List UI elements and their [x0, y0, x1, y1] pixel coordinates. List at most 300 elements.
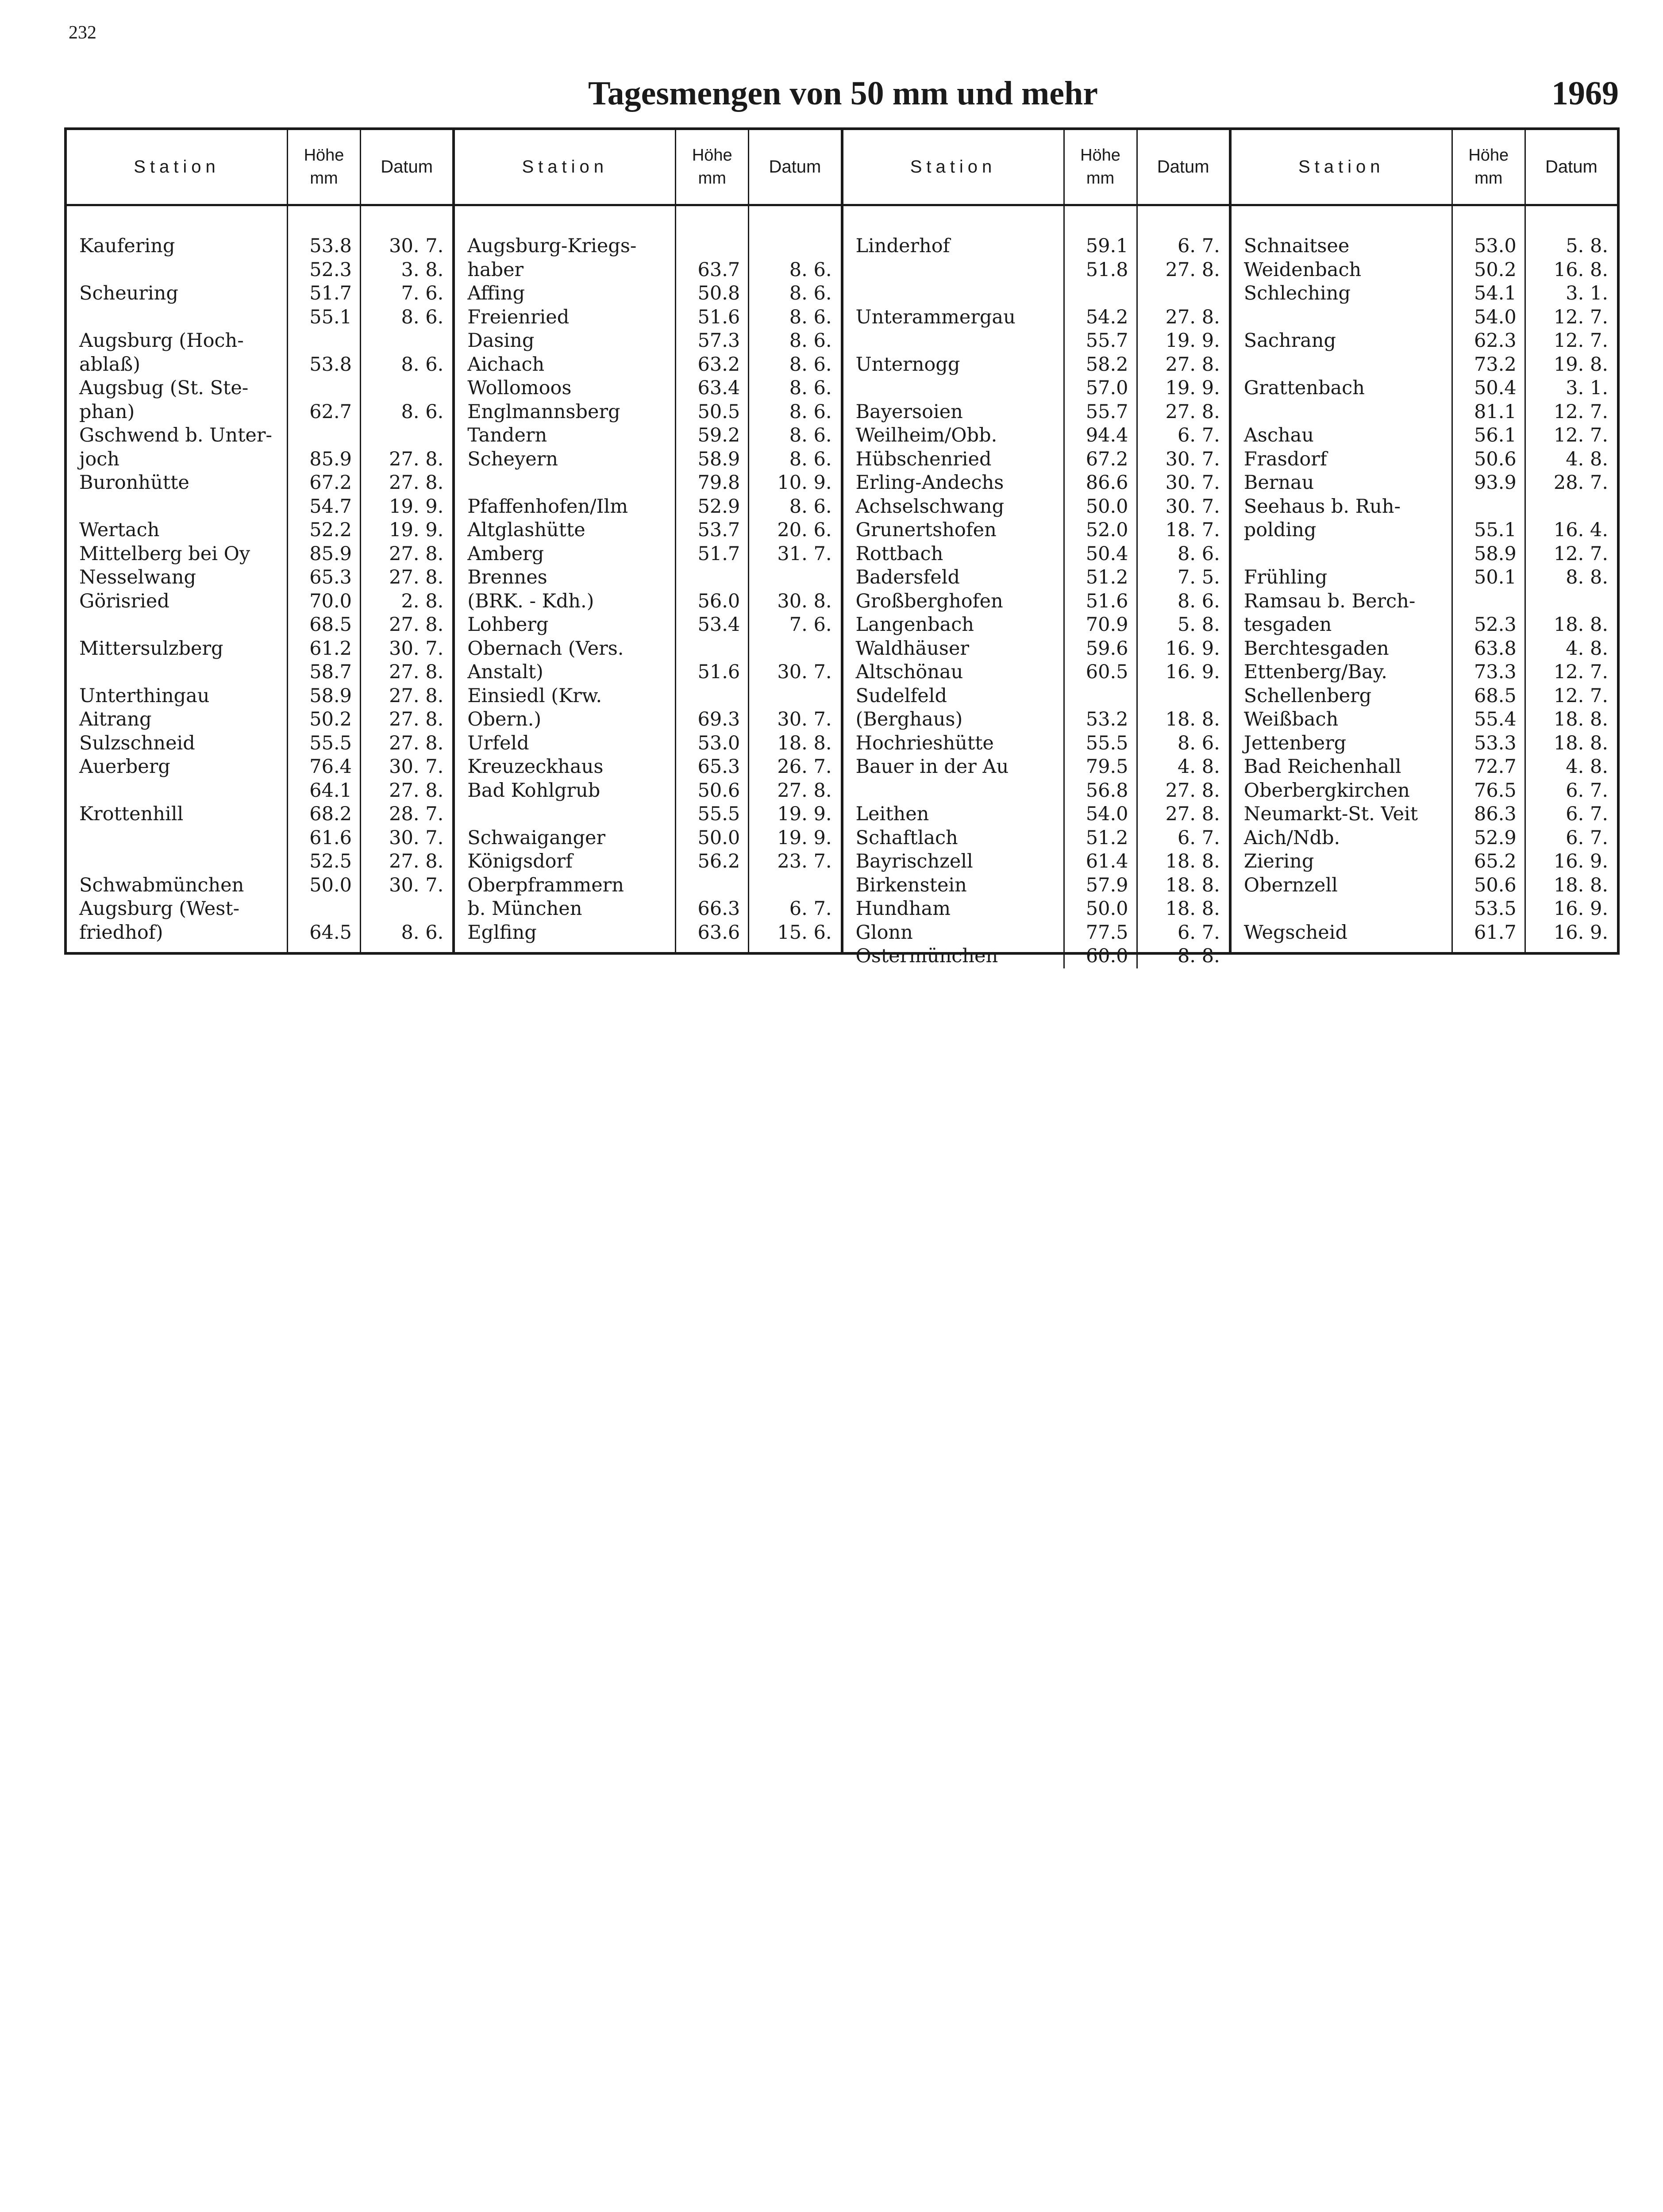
hoehe-cell: 79.5	[1086, 756, 1128, 778]
hoehe-cell: 52.3	[309, 258, 352, 281]
station-cell	[856, 329, 1063, 353]
datum-cell: 27. 8.	[389, 732, 444, 754]
datum-cell: 18. 8.	[1165, 850, 1220, 872]
hoehe-cell: 55.7	[1086, 330, 1128, 352]
hoehe-cell: 67.2	[309, 472, 352, 494]
station-cell: Einsiedl (Krw.	[467, 684, 602, 707]
station-cell: Schellenberg	[1243, 684, 1372, 707]
hoehe-cell	[1453, 495, 1517, 519]
station-cell: Freienried	[467, 306, 570, 328]
datum-cell: 4. 8.	[1566, 756, 1608, 778]
datum-cell: 6. 7.	[1178, 424, 1220, 446]
station-cell: b. München	[467, 898, 582, 920]
station-cell: Hochrieshütte	[855, 732, 994, 754]
station-cell: Schwaiganger	[467, 826, 606, 849]
header-datum: Datum	[1138, 130, 1229, 206]
hoehe-column	[1453, 206, 1526, 952]
hoehe-cell: 59.6	[1086, 637, 1128, 660]
station-cell: Scheuring	[79, 282, 178, 304]
station-cell	[1244, 897, 1451, 921]
station-cell: (Berghaus)	[855, 708, 963, 730]
hoehe-cell: 51.7	[309, 282, 352, 304]
hoehe-cell: 52.9	[697, 495, 740, 518]
station-cell: Leithen	[855, 803, 929, 825]
station-cell: (BRK. - Kdh.)	[467, 590, 594, 612]
hoehe-cell: 53.5	[1474, 898, 1517, 920]
datum-cell: 8. 6.	[789, 377, 832, 399]
station-cell: ablaß)	[79, 353, 141, 376]
station-cell: Eglfing	[467, 921, 537, 944]
stations-column	[843, 206, 1065, 968]
hoehe-cell: 51.6	[1086, 590, 1128, 612]
station-cell: Weilheim/Obb.	[855, 424, 997, 446]
station-cell	[856, 282, 1063, 306]
datum-cell: 26. 7.	[777, 756, 832, 778]
datum-cell: 12. 7.	[1553, 661, 1608, 683]
hoehe-cell: 66.3	[697, 898, 740, 920]
datum-cell: 15. 6.	[777, 921, 832, 944]
hoehe-cell: 62.3	[1474, 330, 1517, 352]
datum-cell: 27. 8.	[389, 708, 444, 730]
datum-column	[1526, 206, 1617, 952]
hoehe-column	[1065, 206, 1138, 968]
station-cell: Aich/Ndb.	[1243, 826, 1340, 849]
station-cell	[79, 306, 287, 330]
datum-cell	[749, 684, 832, 708]
hoehe-cell: 53.3	[1474, 732, 1517, 754]
datum-cell: 19. 9.	[777, 803, 832, 825]
station-cell: Obernach (Vers.	[467, 637, 624, 660]
station-cell: phan)	[79, 400, 135, 423]
station-cell: Frühling	[1243, 566, 1328, 588]
station-cell: haber	[467, 258, 524, 281]
datum-cell: 12. 7.	[1553, 306, 1608, 328]
hoehe-cell: 55.5	[1086, 732, 1128, 754]
datum-cell: 27. 8.	[389, 684, 444, 707]
station-cell: Görisried	[79, 590, 169, 612]
hoehe-cell: 61.7	[1474, 921, 1517, 944]
station-cell: Urfeld	[467, 732, 529, 754]
station-cell: Großberghofen	[855, 590, 1003, 612]
station-cell: friedhof)	[79, 921, 163, 944]
station-cell: Mittersulzberg	[79, 637, 223, 660]
station-cell: joch	[79, 448, 119, 470]
datum-cell: 8. 8.	[1566, 566, 1608, 588]
station-cell: Weidenbach	[1243, 258, 1362, 281]
datum-cell: 4. 8.	[1178, 756, 1220, 778]
datum-cell: 8. 6.	[1178, 732, 1220, 754]
hoehe-cell: 60.0	[1086, 945, 1128, 967]
hoehe-cell: 54.1	[1474, 282, 1517, 304]
station-cell: Schnaitsee	[1243, 235, 1350, 257]
datum-cell: 6. 7.	[789, 898, 832, 920]
datum-cell: 2. 8.	[401, 590, 444, 612]
station-cell: Ettenberg/Bay.	[1243, 661, 1387, 683]
datum-cell	[1526, 495, 1608, 519]
hoehe-cell	[288, 424, 352, 448]
station-cell: Sudelfeld	[855, 684, 947, 707]
hoehe-cell: 50.8	[697, 282, 740, 304]
datum-cell: 12. 7.	[1553, 424, 1608, 446]
datum-cell: 19. 9.	[777, 826, 832, 849]
hoehe-cell: 63.8	[1474, 637, 1517, 660]
datum-cell: 18. 8.	[1553, 614, 1608, 636]
hoehe-cell: 67.2	[1086, 448, 1128, 470]
datum-cell: 8. 6.	[401, 306, 444, 328]
station-cell: Sachrang	[1243, 330, 1336, 352]
header-station: Station	[455, 130, 676, 206]
hoehe-cell	[288, 329, 352, 353]
station-cell: Kaufering	[79, 235, 175, 257]
datum-cell	[361, 424, 443, 448]
station-cell: Augsburg (Hoch-	[79, 330, 244, 352]
station-cell: Königsdorf	[467, 850, 573, 872]
datum-cell: 30. 7.	[389, 235, 444, 257]
hoehe-cell: 65.3	[309, 566, 352, 588]
hoehe-cell: 53.4	[697, 614, 740, 636]
station-cell: Dasing	[467, 330, 535, 352]
hoehe-cell: 52.5	[309, 850, 352, 872]
hoehe-cell: 50.0	[309, 874, 352, 896]
datum-cell: 30. 7.	[389, 874, 444, 896]
station-cell: Wollomoos	[467, 377, 572, 399]
datum-cell: 8. 6.	[789, 424, 832, 446]
hoehe-cell: 50.2	[1474, 258, 1517, 281]
station-cell	[856, 376, 1063, 400]
hoehe-cell: 51.7	[697, 542, 740, 565]
station-cell: Frasdorf	[1243, 448, 1327, 470]
station-cell: Buronhütte	[79, 472, 189, 494]
datum-cell: 18. 8.	[1165, 874, 1220, 896]
hoehe-cell: 61.6	[309, 826, 352, 849]
hoehe-cell: 79.8	[697, 472, 740, 494]
datum-cell: 19. 9.	[389, 495, 444, 518]
hoehe-cell: 86.6	[1086, 472, 1128, 494]
datum-cell: 19. 9.	[1165, 377, 1220, 399]
station-cell: Grunertshofen	[855, 519, 997, 541]
station-cell: Ramsau b. Berch-	[1243, 590, 1416, 612]
hoehe-cell: 50.1	[1474, 566, 1517, 588]
hoehe-cell: 94.4	[1086, 424, 1128, 446]
hoehe-cell: 54.0	[1474, 306, 1517, 328]
hoehe-cell: 52.2	[309, 519, 352, 541]
station-cell: Langenbach	[855, 614, 974, 636]
station-cell: Augsburg-Kriegs-	[467, 235, 637, 257]
station-cell: Oberbergkirchen	[1243, 779, 1410, 802]
datum-cell	[1138, 282, 1220, 306]
datum-cell: 5. 8.	[1566, 235, 1608, 257]
datum-cell: 23. 7.	[777, 850, 832, 872]
station-cell: Lohberg	[467, 614, 549, 636]
hoehe-cell: 73.2	[1474, 353, 1517, 376]
station-cell	[79, 779, 287, 803]
hoehe-cell: 81.1	[1474, 400, 1517, 423]
hoehe-cell: 64.1	[309, 779, 352, 802]
header-datum: Datum	[749, 130, 840, 206]
hoehe-cell: 58.9	[1474, 542, 1517, 565]
station-cell: Schleching	[1243, 282, 1351, 304]
datum-cell: 30. 7.	[777, 708, 832, 730]
station-cell: Gschwend b. Unter-	[79, 424, 272, 446]
datum-cell: 27. 8.	[389, 542, 444, 565]
station-cell: Aitrang	[79, 708, 152, 730]
datum-cell: 7. 6.	[789, 614, 832, 636]
hoehe-cell: 53.0	[1474, 235, 1517, 257]
station-cell: Wegscheid	[1243, 921, 1347, 944]
hoehe-cell: 50.4	[1086, 542, 1128, 565]
hoehe-cell: 72.7	[1474, 756, 1517, 778]
hoehe-cell: 56.2	[697, 850, 740, 872]
datum-cell: 12. 7.	[1553, 330, 1608, 352]
datum-cell: 20. 6.	[777, 519, 832, 541]
datum-cell: 12. 7.	[1553, 542, 1608, 565]
datum-cell	[749, 566, 832, 590]
datum-cell: 27. 8.	[1165, 803, 1220, 825]
datum-cell: 4. 8.	[1566, 637, 1608, 660]
datum-cell: 18. 8.	[1553, 708, 1608, 730]
datum-cell: 18. 8.	[1165, 708, 1220, 730]
station-cell: Obern.)	[467, 708, 542, 730]
station-cell	[1244, 353, 1451, 377]
station-cell	[79, 258, 287, 282]
hoehe-cell: 63.6	[697, 921, 740, 944]
hoehe-cell: 73.3	[1474, 661, 1517, 683]
hoehe-cell: 52.3	[1474, 614, 1517, 636]
hoehe-cell: 54.7	[309, 495, 352, 518]
station-cell: Scheyern	[467, 448, 558, 470]
datum-cell: 27. 8.	[1165, 258, 1220, 281]
hoehe-cell: 51.6	[697, 306, 740, 328]
station-cell: Anstalt)	[467, 661, 543, 683]
station-cell: Seehaus b. Ruh-	[1243, 495, 1401, 518]
station-cell: Glonn	[855, 921, 913, 944]
station-cell: Rottbach	[855, 542, 943, 565]
datum-cell: 27. 8.	[777, 779, 832, 802]
hoehe-cell	[288, 897, 352, 921]
datum-cell: 27. 8.	[1165, 779, 1220, 802]
datum-cell: 8. 6.	[789, 330, 832, 352]
hoehe-cell: 85.9	[309, 448, 352, 470]
datum-cell: 6. 7.	[1566, 803, 1608, 825]
header-station: Station	[67, 130, 288, 206]
hoehe-cell: 93.9	[1474, 472, 1517, 494]
datum-cell: 27. 8.	[389, 614, 444, 636]
datum-cell: 30. 7.	[389, 637, 444, 660]
datum-cell: 6. 7.	[1178, 921, 1220, 944]
station-cell: Unterammergau	[855, 306, 1016, 328]
hoehe-cell: 50.6	[697, 779, 740, 802]
station-cell: Neumarkt-St. Veit	[1243, 803, 1418, 825]
hoehe-cell: 62.7	[309, 400, 352, 423]
stations-column	[1232, 206, 1453, 952]
hoehe-cell: 86.3	[1474, 803, 1517, 825]
datum-cell: 16. 4.	[1553, 519, 1608, 541]
datum-cell	[1526, 590, 1608, 614]
datum-cell	[361, 329, 443, 353]
hoehe-cell: 56.1	[1474, 424, 1517, 446]
hoehe-cell: 59.1	[1086, 235, 1128, 257]
hoehe-cell: 68.5	[309, 614, 352, 636]
station-cell: Grattenbach	[1243, 377, 1365, 399]
datum-cell: 27. 8.	[1165, 353, 1220, 376]
station-cell: Ziering	[1243, 850, 1314, 872]
station-cell: Pfaffenhofen/Ilm	[467, 495, 628, 518]
header-hoehe: Höhe mm	[1453, 130, 1526, 206]
hoehe-cell: 54.0	[1086, 803, 1128, 825]
station-cell: Birkenstein	[855, 874, 967, 896]
hoehe-cell: 65.2	[1474, 850, 1517, 872]
datum-cell: 8. 6.	[789, 353, 832, 376]
station-cell: Linderhof	[855, 235, 950, 257]
datum-cell: 8. 6.	[789, 258, 832, 281]
datum-cell: 3. 1.	[1566, 282, 1608, 304]
hoehe-cell: 56.0	[697, 590, 740, 612]
datum-cell: 27. 8.	[1165, 306, 1220, 328]
hoehe-cell	[1453, 590, 1517, 614]
datum-cell: 30. 7.	[389, 756, 444, 778]
station-cell: Achselschwang	[855, 495, 1005, 518]
hoehe-cell	[676, 566, 740, 590]
datum-cell: 8. 6.	[401, 921, 444, 944]
hoehe-cell: 63.4	[697, 377, 740, 399]
hoehe-cell: 51.6	[697, 661, 740, 683]
station-cell: Bad Reichenhall	[1243, 756, 1401, 778]
station-cell: Amberg	[467, 542, 544, 565]
station-cell: Ostermünchen	[855, 945, 998, 967]
datum-cell: 8. 8.	[1178, 945, 1220, 967]
datum-cell: 27. 8.	[389, 472, 444, 494]
hoehe-cell: 51.2	[1086, 826, 1128, 849]
station-cell: tesgaden	[1243, 614, 1332, 636]
station-cell: Aichach	[467, 353, 545, 376]
station-cell: Auerberg	[79, 756, 170, 778]
station-cell	[1244, 306, 1451, 330]
station-cell: Altglashütte	[467, 519, 585, 541]
station-cell: Wertach	[79, 519, 160, 541]
year-label: 1969	[1551, 75, 1619, 112]
datum-cell: 6. 7.	[1178, 235, 1220, 257]
header-datum: Datum	[1526, 130, 1617, 206]
datum-cell: 16. 9.	[1165, 637, 1220, 660]
station-cell: Badersfeld	[855, 566, 960, 588]
datum-cell: 30. 7.	[1165, 495, 1220, 518]
datum-cell: 16. 8.	[1553, 258, 1608, 281]
hoehe-cell: 70.9	[1086, 614, 1128, 636]
datum-cell: 30. 7.	[389, 826, 444, 849]
datum-cell: 19. 9.	[389, 519, 444, 541]
station-cell	[79, 613, 287, 637]
station-cell: Jettenberg	[1243, 732, 1347, 754]
datum-cell: 30. 7.	[1165, 472, 1220, 494]
hoehe-cell: 50.2	[309, 708, 352, 730]
datum-cell: 30. 7.	[777, 661, 832, 683]
datum-cell: 4. 8.	[1566, 448, 1608, 470]
hoehe-cell: 59.2	[697, 424, 740, 446]
datum-cell: 16. 9.	[1553, 921, 1608, 944]
datum-cell: 18. 8.	[1553, 732, 1608, 754]
station-cell	[1244, 542, 1451, 566]
header-station: Station	[1232, 130, 1453, 206]
hoehe-cell: 85.9	[309, 542, 352, 565]
station-cell	[467, 471, 675, 495]
datum-cell	[749, 234, 832, 258]
datum-cell	[749, 874, 832, 898]
hoehe-cell: 61.2	[309, 637, 352, 660]
datum-cell: 18. 8.	[1165, 898, 1220, 920]
datum-cell: 8. 6.	[1178, 542, 1220, 565]
datum-cell: 3. 1.	[1566, 377, 1608, 399]
station-cell: Brennes	[467, 566, 547, 588]
datum-cell: 27. 8.	[389, 661, 444, 683]
hoehe-cell: 70.0	[309, 590, 352, 612]
hoehe-column	[288, 206, 361, 952]
hoehe-cell: 58.2	[1086, 353, 1128, 376]
station-cell: Bayrischzell	[855, 850, 973, 872]
datum-cell: 30. 7.	[1165, 448, 1220, 470]
hoehe-cell: 65.3	[697, 756, 740, 778]
hoehe-cell: 63.2	[697, 353, 740, 376]
datum-cell: 7. 6.	[401, 282, 444, 304]
station-cell: Schaftlach	[855, 826, 958, 849]
table-column-group	[1232, 130, 1620, 952]
station-cell: Unterthingau	[79, 684, 210, 707]
hoehe-cell: 55.1	[309, 306, 352, 328]
station-cell: Weißbach	[1243, 708, 1339, 730]
stations-column	[67, 206, 288, 952]
hoehe-cell: 50.6	[1474, 448, 1517, 470]
hoehe-cell: 58.9	[697, 448, 740, 470]
hoehe-cell	[676, 874, 740, 898]
datum-cell	[361, 376, 443, 400]
station-cell: Berchtesgaden	[1243, 637, 1389, 660]
datum-cell: 8. 6.	[789, 400, 832, 423]
table-column-group	[67, 130, 455, 952]
station-cell: Unternogg	[855, 353, 960, 376]
station-cell	[79, 495, 287, 519]
hoehe-cell: 52.9	[1474, 826, 1517, 849]
datum-cell: 28. 7.	[1553, 472, 1608, 494]
station-cell: Mittelberg bei Oy	[79, 542, 250, 565]
hoehe-cell: 57.3	[697, 330, 740, 352]
datum-cell: 28. 7.	[389, 803, 444, 825]
hoehe-cell: 61.4	[1086, 850, 1128, 872]
station-cell: Affing	[467, 282, 525, 304]
station-cell: Waldhäuser	[855, 637, 969, 660]
precipitation-table	[64, 127, 1620, 967]
hoehe-cell: 55.5	[309, 732, 352, 754]
hoehe-cell: 55.1	[1474, 519, 1517, 541]
station-cell: Augsburg (West-	[79, 898, 240, 920]
station-cell: Kreuzeckhaus	[467, 756, 604, 778]
header-hoehe: Höhe mm	[288, 130, 361, 206]
station-cell: Bernau	[1243, 472, 1314, 494]
datum-cell: 8. 6.	[789, 448, 832, 470]
datum-cell: 19. 8.	[1553, 353, 1608, 376]
station-cell: Aschau	[1243, 424, 1314, 446]
hoehe-cell: 50.6	[1474, 874, 1517, 896]
station-cell: Krottenhill	[79, 803, 184, 825]
station-cell	[1244, 400, 1451, 424]
datum-cell: 12. 7.	[1553, 400, 1608, 423]
station-cell: Hübschenried	[855, 448, 992, 470]
hoehe-cell: 52.0	[1086, 519, 1128, 541]
station-cell: Bayersoien	[855, 400, 963, 423]
hoehe-cell: 76.5	[1474, 779, 1517, 802]
datum-cell: 19. 9.	[1165, 330, 1220, 352]
station-cell	[79, 850, 287, 874]
datum-cell: 8. 6.	[789, 282, 832, 304]
hoehe-cell	[288, 376, 352, 400]
